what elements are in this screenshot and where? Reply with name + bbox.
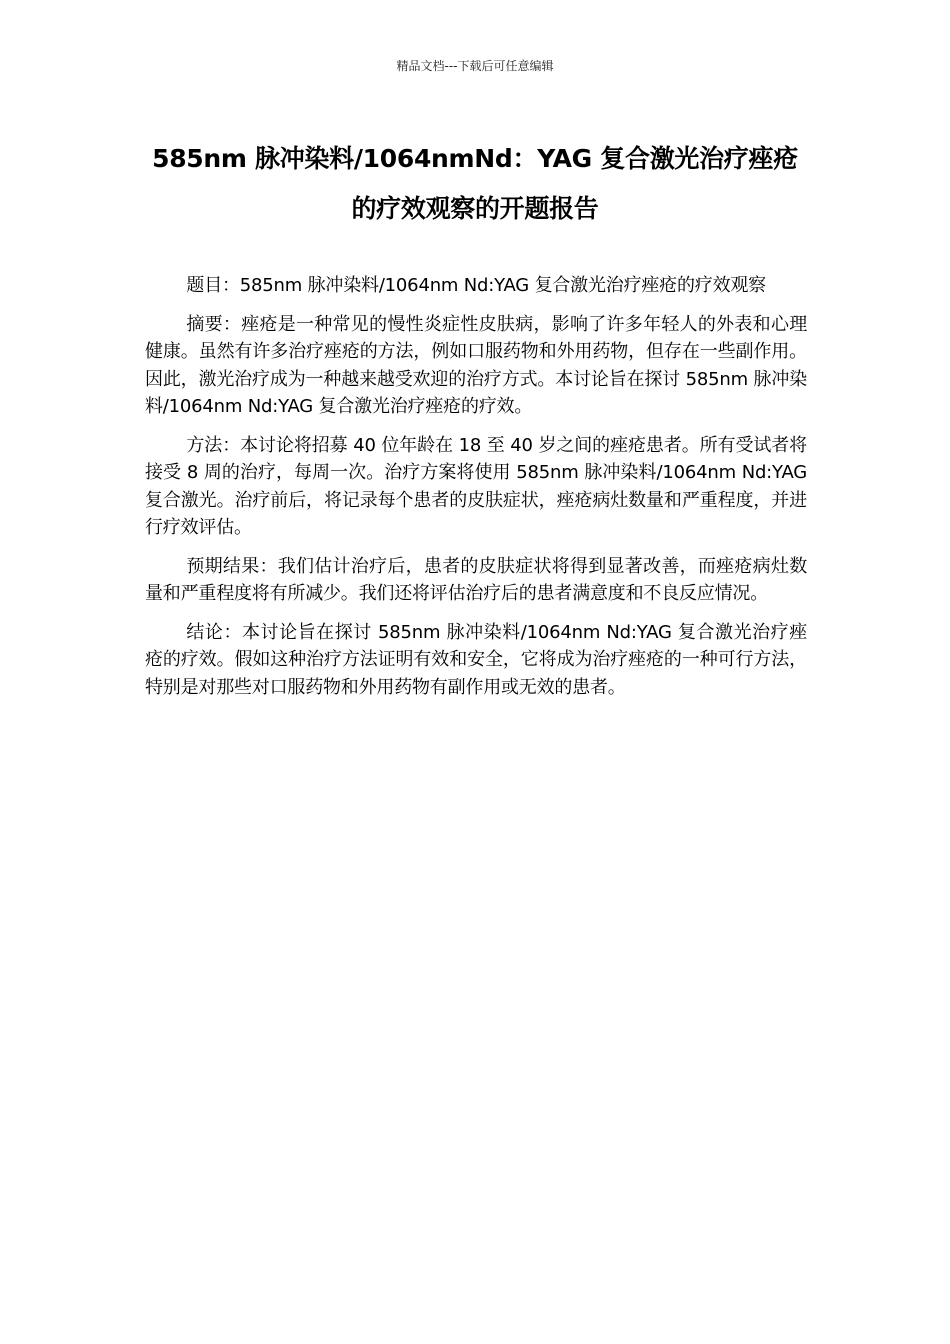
paragraph-label: 题目：: [186, 275, 240, 296]
paragraph-label: 摘要：: [186, 313, 242, 335]
paragraph-conclusion: [145, 619, 807, 702]
paragraph-text: 我们估计治疗后，患者的皮肤症状将得到显著改善，而痤疮病灶数量和严重程度将有所减少。我们还将评估治疗后的患者满意度和不良反应情况。: [145, 555, 808, 604]
paragraph-text: 本讨论将招募 40 位年龄在 18 至 40 岁之间的痤疮患者。所有受试者将接受 8 周的治疗，每周一次。治疗方案将使用 585nm 脉冲染料/1064nm Nd:YAG 复合激光。治疗前后，将记录每个患者的皮肤症状，痤疮病灶数量和严重程度，并进行疗效评估。: [145, 434, 807, 538]
paragraph-text: 本讨论旨在探讨 585nm 脉冲染料/1064nm Nd:YAG 复合激光治疗痤疮的疗效。假如这种治疗方法证明有效和安全，它将成为治疗痤疮的一种可行方法，特别是对那些对口服药物和外用药物有副作用或无效的患者。: [145, 621, 808, 698]
paragraph-label: 方法：: [186, 434, 241, 456]
page-header: 精品文档---下载后可任意编辑: [396, 59, 554, 73]
paragraph-text: 痤疮是一种常见的慢性炎症性皮肤病，影响了许多年轻人的外表和心理健康。虽然有许多治疗痤疮的方法，例如口服药物和外用药物，但存在一些副作用。因此，激光治疗成为一种越来越受欢迎的治疗方式。本讨论旨在探讨 585nm 脉冲染料/1064nm Nd:YAG 复合激光治疗痤疮的疗效。: [145, 313, 808, 417]
paragraph-label: 结论：: [186, 621, 243, 643]
document-title: 585nm 脉冲染料/1064nmNd：YAG 复合激光治疗痤疮的疗效观察的开题报告: [152, 144, 798, 223]
paragraph-method: [145, 432, 807, 542]
paragraph-label: 预期结果：: [186, 555, 278, 577]
paragraph-topic: [145, 272, 807, 300]
paragraph-text: 585nm 脉冲染料/1064nm Nd:YAG 复合激光治疗痤疮的疗效观察: [239, 275, 766, 296]
paragraph-expected-results: [145, 553, 807, 608]
paragraph-abstract: [145, 311, 807, 421]
document-body: [145, 272, 807, 712]
